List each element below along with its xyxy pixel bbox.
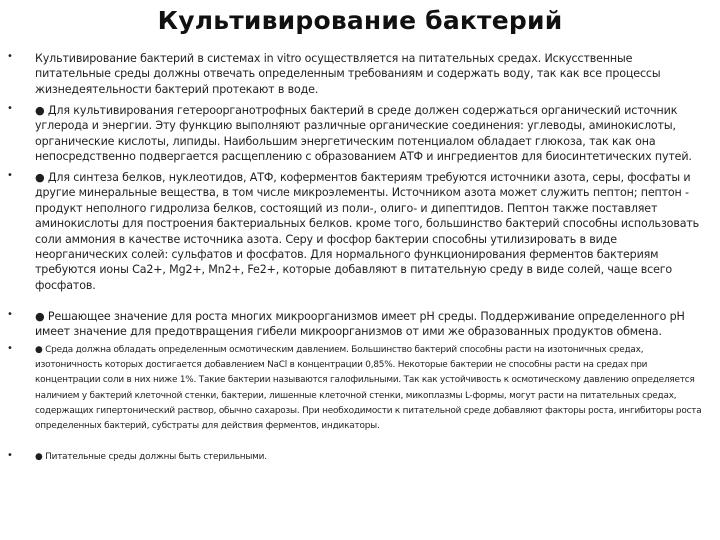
bullet-text: ● Среда должна обладать определенным осмотическим давлением. Большинство бактерий способны расти на изотоничных средах, изотоничность которых достигается добавлением NaCl в концентрации 0,85%. Некоторые бактерии не способны расти на средах при концентрации соли в них ниже 1%. Такие бактерии называются галофильными. Так как устойчивость к осмотическому давлению определяется наличием у бактерий клеточной стенки, бактерии, лишенные клеточной стенки, микоплазмы L-формы, могут расти на питательных средах, содержащих гипертонический раствор, обычно сахарозы. При необходимости к питательной среде добавляют факторы роста, ингибиторы роста определенных бактерий, субстраты для действия ферментов, индикаторы. xyxy=(35,345,702,432)
bullet-marker: • xyxy=(7,51,13,62)
bullet-text: ● Для синтеза белков, нуклеотидов, АТФ, коферментов бактериям требуются источники азота, серы, фосфаты и другие минеральные вещества, в том числе микроэлементы. Источником азота может служить пептон; пептон - продукт неполного гидролиза белков, состоящий из поли-, олиго- и дипептидов. Пептон также поставляет аминокислоты для построения бактериальных белков. кроме того, большинство бактерий способны использовать соли аммония в качестве источника азота. Серу и фосфор бактерии способны утилизировать в виде неорганических солей: сульфатов и фосфатов. Для нормального функционирования ферментов бактериям требуются ионы Са2+, Мg2+, Mn2+, Fe2+, которые добавляют в питательную среду в виде солей, чаще всего фосфатов. xyxy=(35,171,700,292)
bullet-marker: • xyxy=(7,309,13,320)
bullet-text: Культивирование бактерий в системах in vitro осуществляется на питательных средах. Искусственные питательные среды должны отвечать определенным требованиям и содержать воду, так как все процессы жизнедеятельности бактерий протекают в воде. xyxy=(35,52,661,96)
bullet-text: ● Решающее значение для роста многих микроорганизмов имеет рН среды. Поддерживание определенного рН имеет значение для предотвращения гибели микроорганизмов от ими же образованных продуктов обмена. xyxy=(35,310,685,339)
page-title: Культивирование бактерий xyxy=(157,6,563,35)
bullet-marker: • xyxy=(7,450,13,461)
bullet-marker: • xyxy=(7,170,13,181)
bullet-marker: • xyxy=(7,343,13,354)
bullet-text: ● Для культивирования гетероорганотрофных бактерий в среде должен содержаться органический источник углерода и энергии. Эту функцию выполняют различные органические соединения: углеводы, аминокислоты, органические кислоты, липиды. Наибольшим энергетическим потенциалом обладает глюкоза, так как она непосредственно подвергается расщеплению с образованием АТФ и ингредиентов для биосинтетических путей. xyxy=(35,104,692,164)
bullet-text: ● Питательные среды должны быть стерильными. xyxy=(35,452,267,462)
bullet-marker: • xyxy=(7,103,13,114)
